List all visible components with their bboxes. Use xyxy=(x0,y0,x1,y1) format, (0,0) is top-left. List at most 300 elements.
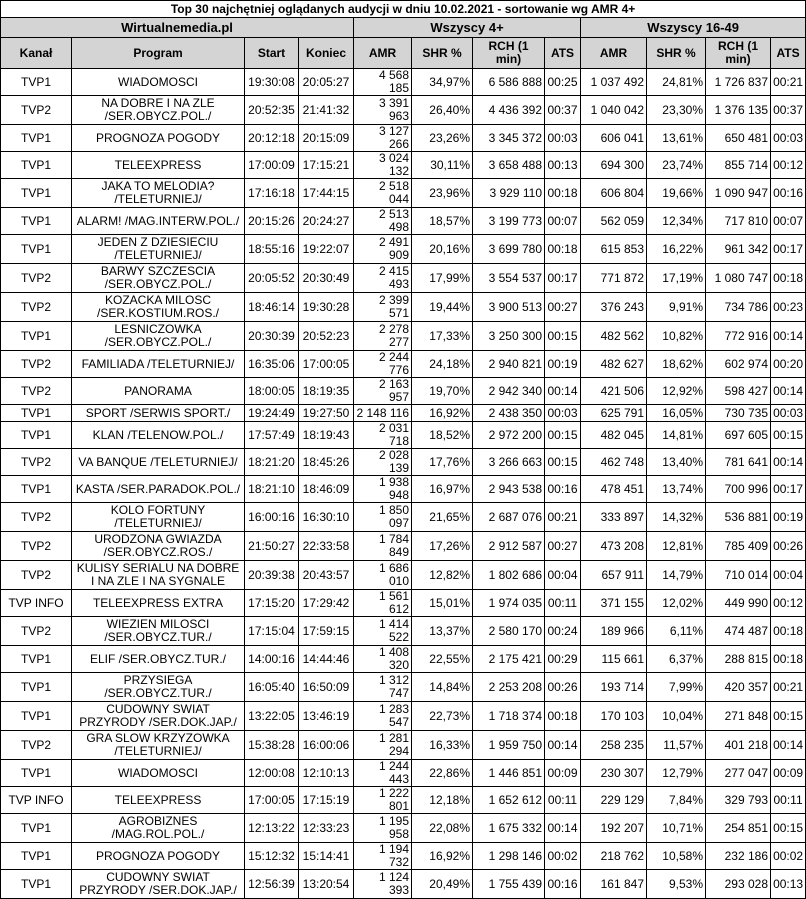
cell-ats-all: 00:09 xyxy=(545,760,581,787)
table-row xyxy=(1,179,806,208)
cell-channel: TVP1 xyxy=(1,814,72,843)
cell-ats-1649: 00:37 xyxy=(771,96,806,125)
cell-program: JAKA TO MELODIA? /TELETURNIEJ/ xyxy=(72,179,245,208)
cell-shr-all: 23,26% xyxy=(412,125,473,152)
cell-amr-all: 2 491 909 xyxy=(354,235,412,264)
cell-rch-all: 3 554 537 xyxy=(473,264,545,293)
cell-shr-1649: 13,61% xyxy=(647,125,706,152)
cell-shr-all: 18,57% xyxy=(412,208,473,235)
cell-end: 13:20:54 xyxy=(299,870,354,899)
col-ats-all-header: ATS xyxy=(545,38,581,69)
cell-rch-all: 2 580 170 xyxy=(473,617,545,646)
cell-rch-all: 1 298 146 xyxy=(473,843,545,870)
cell-ats-1649: 00:18 xyxy=(771,264,806,293)
cell-program: PANORAMA xyxy=(72,378,245,405)
cell-amr-all: 3 127 266 xyxy=(354,125,412,152)
cell-channel: TVP1 xyxy=(1,870,72,899)
cell-ats-all: 00:17 xyxy=(545,264,581,293)
cell-shr-all: 18,52% xyxy=(412,422,473,449)
cell-rch-all: 2 912 587 xyxy=(473,532,545,561)
cell-ats-all: 00:37 xyxy=(545,96,581,125)
cell-rch-all: 3 266 663 xyxy=(473,449,545,476)
cell-shr-1649: 12,81% xyxy=(647,532,706,561)
cell-start: 15:12:32 xyxy=(245,843,299,870)
cell-shr-all: 22,55% xyxy=(412,646,473,673)
cell-rch-1649: 401 218 xyxy=(706,731,771,760)
cell-shr-all: 22,08% xyxy=(412,814,473,843)
cell-amr-1649: 170 103 xyxy=(581,702,647,731)
cell-start: 18:21:20 xyxy=(245,449,299,476)
cell-rch-1649: 772 916 xyxy=(706,322,771,351)
cell-end: 18:45:26 xyxy=(299,449,354,476)
cell-shr-all: 17,76% xyxy=(412,449,473,476)
cell-ats-all: 00:07 xyxy=(545,208,581,235)
cell-ats-all: 00:14 xyxy=(545,378,581,405)
cell-start: 20:05:52 xyxy=(245,264,299,293)
col-rch-1649-header: RCH (1 min) xyxy=(706,38,771,69)
cell-shr-1649: 18,62% xyxy=(647,351,706,378)
table-row xyxy=(1,617,806,646)
cell-end: 18:19:35 xyxy=(299,378,354,405)
cell-channel: TVP1 xyxy=(1,235,72,264)
col-amr-1649-header: AMR xyxy=(581,38,647,69)
table-row xyxy=(1,152,806,179)
cell-amr-1649: 193 714 xyxy=(581,673,647,702)
cell-shr-1649: 24,81% xyxy=(647,69,706,96)
cell-rch-all: 2 175 421 xyxy=(473,646,545,673)
cell-rch-all: 3 900 513 xyxy=(473,293,545,322)
cell-program: NA DOBRE I NA ZLE /SER.OBYCZ.POL./ xyxy=(72,96,245,125)
cell-shr-1649: 10,04% xyxy=(647,702,706,731)
cell-program: WIADOMOSCI xyxy=(72,760,245,787)
cell-rch-1649: 1 080 747 xyxy=(706,264,771,293)
cell-rch-all: 3 345 372 xyxy=(473,125,545,152)
cell-end: 12:10:13 xyxy=(299,760,354,787)
cell-rch-all: 1 755 439 xyxy=(473,870,545,899)
cell-amr-all: 2 415 493 xyxy=(354,264,412,293)
cell-channel: TVP2 xyxy=(1,264,72,293)
cell-amr-all: 2 163 957 xyxy=(354,378,412,405)
cell-channel: TVP2 xyxy=(1,617,72,646)
cell-channel: TVP INFO xyxy=(1,590,72,617)
cell-end: 22:33:58 xyxy=(299,532,354,561)
cell-shr-1649: 6,11% xyxy=(647,617,706,646)
cell-rch-1649: 277 047 xyxy=(706,760,771,787)
cell-ats-1649: 00:14 xyxy=(771,322,806,351)
table-row xyxy=(1,702,806,731)
cell-program: AGROBIZNES /MAG.ROL.POL./ xyxy=(72,814,245,843)
cell-shr-all: 14,84% xyxy=(412,673,473,702)
col-rch-all-header: RCH (1 min) xyxy=(473,38,545,69)
cell-channel: TVP1 xyxy=(1,208,72,235)
cell-ats-all: 00:29 xyxy=(545,646,581,673)
cell-ats-all: 00:18 xyxy=(545,179,581,208)
cell-ats-all: 00:21 xyxy=(545,503,581,532)
cell-rch-1649: 785 409 xyxy=(706,532,771,561)
cell-rch-all: 1 446 851 xyxy=(473,760,545,787)
cell-amr-all: 2 513 498 xyxy=(354,208,412,235)
cell-ats-all: 00:18 xyxy=(545,702,581,731)
cell-start: 18:21:10 xyxy=(245,476,299,503)
cell-program: TELEEXPRESS xyxy=(72,152,245,179)
cell-amr-all: 1 561 612 xyxy=(354,590,412,617)
cell-channel: TVP2 xyxy=(1,449,72,476)
cell-end: 19:30:28 xyxy=(299,293,354,322)
cell-amr-all: 1 222 801 xyxy=(354,787,412,814)
cell-ats-1649: 00:12 xyxy=(771,152,806,179)
cell-channel: TVP1 xyxy=(1,760,72,787)
cell-rch-1649: 717 810 xyxy=(706,208,771,235)
cell-start: 17:16:18 xyxy=(245,179,299,208)
cell-rch-all: 3 658 488 xyxy=(473,152,545,179)
cell-ats-all: 00:18 xyxy=(545,235,581,264)
table-row xyxy=(1,96,806,125)
table-title: Top 30 najchętniej oglądanych audycji w dniu 10.02.2021 - sortowanie wg AMR 4+ xyxy=(1,1,806,18)
cell-shr-all: 22,73% xyxy=(412,702,473,731)
cell-start: 16:00:16 xyxy=(245,503,299,532)
table-row xyxy=(1,125,806,152)
cell-rch-all: 1 974 035 xyxy=(473,590,545,617)
cell-program: PRZYSIEGA /SER.OBYCZ.TUR./ xyxy=(72,673,245,702)
cell-shr-all: 17,33% xyxy=(412,322,473,351)
cell-end: 20:43:57 xyxy=(299,561,354,590)
cell-channel: TVP1 xyxy=(1,125,72,152)
cell-channel: TVP1 xyxy=(1,152,72,179)
cell-amr-1649: 115 661 xyxy=(581,646,647,673)
cell-rch-all: 1 718 374 xyxy=(473,702,545,731)
table-row xyxy=(1,532,806,561)
cell-channel: TVP1 xyxy=(1,646,72,673)
cell-shr-all: 34,97% xyxy=(412,69,473,96)
cell-amr-1649: 482 562 xyxy=(581,322,647,351)
cell-end: 14:44:46 xyxy=(299,646,354,673)
cell-rch-all: 4 436 392 xyxy=(473,96,545,125)
cell-ats-all: 00:04 xyxy=(545,561,581,590)
cell-ats-1649: 00:17 xyxy=(771,235,806,264)
cell-start: 18:46:14 xyxy=(245,293,299,322)
cell-rch-1649: 700 996 xyxy=(706,476,771,503)
cell-rch-1649: 650 481 xyxy=(706,125,771,152)
cell-rch-all: 6 586 888 xyxy=(473,69,545,96)
cell-program: TELEEXPRESS xyxy=(72,787,245,814)
cell-end: 16:50:09 xyxy=(299,673,354,702)
cell-ats-1649: 00:20 xyxy=(771,351,806,378)
cell-shr-all: 24,18% xyxy=(412,351,473,378)
cell-shr-1649: 12,02% xyxy=(647,590,706,617)
cell-ats-all: 00:15 xyxy=(545,322,581,351)
cell-ats-all: 00:11 xyxy=(545,787,581,814)
cell-rch-all: 2 943 538 xyxy=(473,476,545,503)
table-row xyxy=(1,208,806,235)
cell-rch-all: 3 250 300 xyxy=(473,322,545,351)
cell-ats-1649: 00:02 xyxy=(771,843,806,870)
cell-channel: TVP INFO xyxy=(1,787,72,814)
table-row xyxy=(1,731,806,760)
cell-amr-1649: 371 155 xyxy=(581,590,647,617)
cell-end: 17:00:05 xyxy=(299,351,354,378)
cell-amr-1649: 1 040 042 xyxy=(581,96,647,125)
cell-shr-all: 30,11% xyxy=(412,152,473,179)
cell-ats-all: 00:19 xyxy=(545,351,581,378)
cell-end: 20:24:27 xyxy=(299,208,354,235)
cell-program: JEDEN Z DZIESIECIU /TELETURNIEJ/ xyxy=(72,235,245,264)
cell-ats-all: 00:03 xyxy=(545,405,581,422)
cell-rch-1649: 855 714 xyxy=(706,152,771,179)
cell-channel: TVP2 xyxy=(1,561,72,590)
cell-amr-all: 3 391 963 xyxy=(354,96,412,125)
cell-amr-1649: 625 791 xyxy=(581,405,647,422)
cell-channel: TVP2 xyxy=(1,96,72,125)
cell-channel: TVP2 xyxy=(1,293,72,322)
cell-ats-all: 00:03 xyxy=(545,125,581,152)
cell-rch-1649: 293 028 xyxy=(706,870,771,899)
cell-rch-1649: 734 786 xyxy=(706,293,771,322)
cell-amr-1649: 615 853 xyxy=(581,235,647,264)
col-program-header: Program xyxy=(72,38,245,69)
col-shr-1649-header: SHR % xyxy=(647,38,706,69)
cell-ats-all: 00:16 xyxy=(545,476,581,503)
cell-ats-1649: 00:09 xyxy=(771,760,806,787)
cell-shr-all: 19,70% xyxy=(412,378,473,405)
cell-amr-1649: 189 966 xyxy=(581,617,647,646)
cell-channel: TVP2 xyxy=(1,532,72,561)
cell-start: 14:00:16 xyxy=(245,646,299,673)
cell-ats-1649: 00:18 xyxy=(771,617,806,646)
cell-ats-all: 00:24 xyxy=(545,617,581,646)
cell-amr-1649: 694 300 xyxy=(581,152,647,179)
cell-amr-1649: 562 059 xyxy=(581,208,647,235)
cell-shr-1649: 9,91% xyxy=(647,293,706,322)
cell-ats-1649: 00:12 xyxy=(771,590,806,617)
cell-amr-1649: 771 872 xyxy=(581,264,647,293)
cell-ats-1649: 00:19 xyxy=(771,503,806,532)
cell-amr-1649: 478 451 xyxy=(581,476,647,503)
table-row xyxy=(1,843,806,870)
cell-ats-1649: 00:13 xyxy=(771,870,806,899)
cell-start: 15:38:28 xyxy=(245,731,299,760)
cell-amr-all: 2 028 139 xyxy=(354,449,412,476)
cell-ats-all: 00:14 xyxy=(545,731,581,760)
cell-start: 12:56:39 xyxy=(245,870,299,899)
cell-end: 16:30:10 xyxy=(299,503,354,532)
cell-start: 16:35:06 xyxy=(245,351,299,378)
table-row xyxy=(1,322,806,351)
cell-program: KASTA /SER.PARADOK.POL./ xyxy=(72,476,245,503)
table-row xyxy=(1,814,806,843)
cell-amr-all: 3 024 132 xyxy=(354,152,412,179)
cell-start: 18:00:05 xyxy=(245,378,299,405)
cell-channel: TVP1 xyxy=(1,69,72,96)
table-row xyxy=(1,561,806,590)
cell-shr-1649: 12,34% xyxy=(647,208,706,235)
cell-start: 20:12:18 xyxy=(245,125,299,152)
cell-ats-all: 00:15 xyxy=(545,449,581,476)
cell-shr-all: 12,18% xyxy=(412,787,473,814)
cell-ats-1649: 00:04 xyxy=(771,561,806,590)
cell-rch-all: 2 942 340 xyxy=(473,378,545,405)
cell-rch-all: 2 972 200 xyxy=(473,422,545,449)
table-row xyxy=(1,646,806,673)
group-1649-header: Wszyscy 16-49 xyxy=(581,18,806,38)
col-shr-all-header: SHR % xyxy=(412,38,473,69)
cell-rch-1649: 420 357 xyxy=(706,673,771,702)
cell-amr-all: 2 278 277 xyxy=(354,322,412,351)
cell-rch-1649: 232 186 xyxy=(706,843,771,870)
cell-end: 20:15:09 xyxy=(299,125,354,152)
cell-ats-1649: 00:15 xyxy=(771,702,806,731)
cell-end: 21:41:32 xyxy=(299,96,354,125)
table-row xyxy=(1,378,806,405)
table-row xyxy=(1,449,806,476)
cell-program: KLAN /TELENOW.POL./ xyxy=(72,422,245,449)
cell-start: 17:15:04 xyxy=(245,617,299,646)
cell-channel: TVP1 xyxy=(1,422,72,449)
cell-program: KOLO FORTUNY /TELETURNIEJ/ xyxy=(72,503,245,532)
cell-shr-1649: 23,74% xyxy=(647,152,706,179)
cell-shr-all: 16,92% xyxy=(412,843,473,870)
cell-program: GRA SLOW KRZYZOWKA /TELETURNIEJ/ xyxy=(72,731,245,760)
cell-ats-all: 00:15 xyxy=(545,422,581,449)
cell-ats-all: 00:26 xyxy=(545,673,581,702)
cell-start: 17:15:20 xyxy=(245,590,299,617)
cell-start: 13:22:05 xyxy=(245,702,299,731)
cell-shr-all: 15,01% xyxy=(412,590,473,617)
table-row xyxy=(1,870,806,899)
cell-ats-1649: 00:21 xyxy=(771,673,806,702)
cell-shr-1649: 10,71% xyxy=(647,814,706,843)
cell-shr-1649: 14,32% xyxy=(647,503,706,532)
cell-rch-1649: 474 487 xyxy=(706,617,771,646)
cell-start: 17:00:05 xyxy=(245,787,299,814)
col-amr-all-header: AMR xyxy=(354,38,412,69)
table-row xyxy=(1,673,806,702)
cell-amr-1649: 218 762 xyxy=(581,843,647,870)
cell-shr-1649: 6,37% xyxy=(647,646,706,673)
cell-program: PROGNOZA POGODY xyxy=(72,125,245,152)
cell-rch-all: 1 652 612 xyxy=(473,787,545,814)
cell-program: VA BANQUE /TELETURNIEJ/ xyxy=(72,449,245,476)
cell-amr-all: 2 148 116 xyxy=(354,405,412,422)
cell-rch-1649: 598 427 xyxy=(706,378,771,405)
cell-start: 12:00:08 xyxy=(245,760,299,787)
cell-channel: TVP2 xyxy=(1,503,72,532)
cell-program: WIEZIEN MILOSCI /SER.OBYCZ.TUR./ xyxy=(72,617,245,646)
col-kanal-header: Kanał xyxy=(1,38,72,69)
cell-program: CUDOWNY SWIAT PRZYRODY /SER.DOK.JAP./ xyxy=(72,702,245,731)
cell-amr-1649: 376 243 xyxy=(581,293,647,322)
cell-shr-all: 17,26% xyxy=(412,532,473,561)
cell-amr-1649: 482 627 xyxy=(581,351,647,378)
cell-shr-all: 26,40% xyxy=(412,96,473,125)
cell-ats-1649: 00:11 xyxy=(771,787,806,814)
source-label: Wirtualnemedia.pl xyxy=(1,18,354,38)
cell-shr-1649: 12,79% xyxy=(647,760,706,787)
cell-channel: TVP1 xyxy=(1,179,72,208)
cell-end: 17:15:19 xyxy=(299,787,354,814)
cell-end: 12:33:23 xyxy=(299,814,354,843)
cell-start: 19:24:49 xyxy=(245,405,299,422)
table-row xyxy=(1,235,806,264)
cell-ats-1649: 00:14 xyxy=(771,731,806,760)
cell-amr-1649: 230 307 xyxy=(581,760,647,787)
cell-ats-all: 00:11 xyxy=(545,590,581,617)
cell-rch-all: 3 699 780 xyxy=(473,235,545,264)
cell-ats-1649: 00:17 xyxy=(771,476,806,503)
cell-amr-all: 1 408 320 xyxy=(354,646,412,673)
cell-shr-1649: 23,30% xyxy=(647,96,706,125)
cell-shr-1649: 13,74% xyxy=(647,476,706,503)
cell-ats-1649: 00:03 xyxy=(771,405,806,422)
cell-shr-1649: 11,57% xyxy=(647,731,706,760)
cell-start: 17:57:49 xyxy=(245,422,299,449)
cell-channel: TVP1 xyxy=(1,322,72,351)
cell-rch-1649: 288 815 xyxy=(706,646,771,673)
cell-rch-1649: 271 848 xyxy=(706,702,771,731)
cell-amr-1649: 473 208 xyxy=(581,532,647,561)
table-row xyxy=(1,264,806,293)
cell-shr-1649: 19,66% xyxy=(647,179,706,208)
cell-ats-1649: 00:14 xyxy=(771,378,806,405)
cell-channel: TVP2 xyxy=(1,378,72,405)
cell-amr-all: 1 686 010 xyxy=(354,561,412,590)
cell-program: KULISY SERIALU NA DOBRE I NA ZLE I NA SYGNALE xyxy=(72,561,245,590)
cell-channel: TVP2 xyxy=(1,351,72,378)
cell-shr-1649: 14,79% xyxy=(647,561,706,590)
cell-amr-all: 1 938 948 xyxy=(354,476,412,503)
cell-end: 20:30:49 xyxy=(299,264,354,293)
cell-rch-all: 2 438 350 xyxy=(473,405,545,422)
cell-program: URODZONA GWIAZDA /SER.OBYCZ.ROS./ xyxy=(72,532,245,561)
cell-rch-1649: 781 641 xyxy=(706,449,771,476)
cell-amr-all: 2 399 571 xyxy=(354,293,412,322)
cell-channel: TVP1 xyxy=(1,476,72,503)
cell-rch-1649: 254 851 xyxy=(706,814,771,843)
cell-amr-all: 2 031 718 xyxy=(354,422,412,449)
cell-amr-1649: 462 748 xyxy=(581,449,647,476)
cell-ats-1649: 00:21 xyxy=(771,69,806,96)
cell-start: 12:13:22 xyxy=(245,814,299,843)
col-ats-1649-header: ATS xyxy=(771,38,806,69)
cell-end: 18:19:43 xyxy=(299,422,354,449)
cell-amr-1649: 606 804 xyxy=(581,179,647,208)
cell-shr-all: 16,92% xyxy=(412,405,473,422)
cell-start: 17:00:09 xyxy=(245,152,299,179)
cell-amr-1649: 161 847 xyxy=(581,870,647,899)
cell-end: 17:15:21 xyxy=(299,152,354,179)
cell-ats-all: 00:27 xyxy=(545,532,581,561)
group-all-header: Wszyscy 4+ xyxy=(354,18,581,38)
table-body xyxy=(1,69,806,899)
cell-end: 20:52:23 xyxy=(299,322,354,351)
cell-amr-all: 1 784 849 xyxy=(354,532,412,561)
cell-shr-1649: 7,99% xyxy=(647,673,706,702)
cell-end: 16:00:06 xyxy=(299,731,354,760)
cell-amr-1649: 606 041 xyxy=(581,125,647,152)
cell-rch-all: 1 802 686 xyxy=(473,561,545,590)
cell-rch-1649: 329 793 xyxy=(706,787,771,814)
cell-ats-1649: 00:07 xyxy=(771,208,806,235)
cell-shr-1649: 17,19% xyxy=(647,264,706,293)
cell-program: WIADOMOSCI xyxy=(72,69,245,96)
cell-shr-1649: 14,81% xyxy=(647,422,706,449)
cell-start: 20:30:39 xyxy=(245,322,299,351)
cell-amr-all: 1 414 522 xyxy=(354,617,412,646)
cell-ats-1649: 00:03 xyxy=(771,125,806,152)
col-start-header: Start xyxy=(245,38,299,69)
col-koniec-header: Koniec xyxy=(299,38,354,69)
cell-end: 13:46:19 xyxy=(299,702,354,731)
cell-amr-all: 1 283 547 xyxy=(354,702,412,731)
